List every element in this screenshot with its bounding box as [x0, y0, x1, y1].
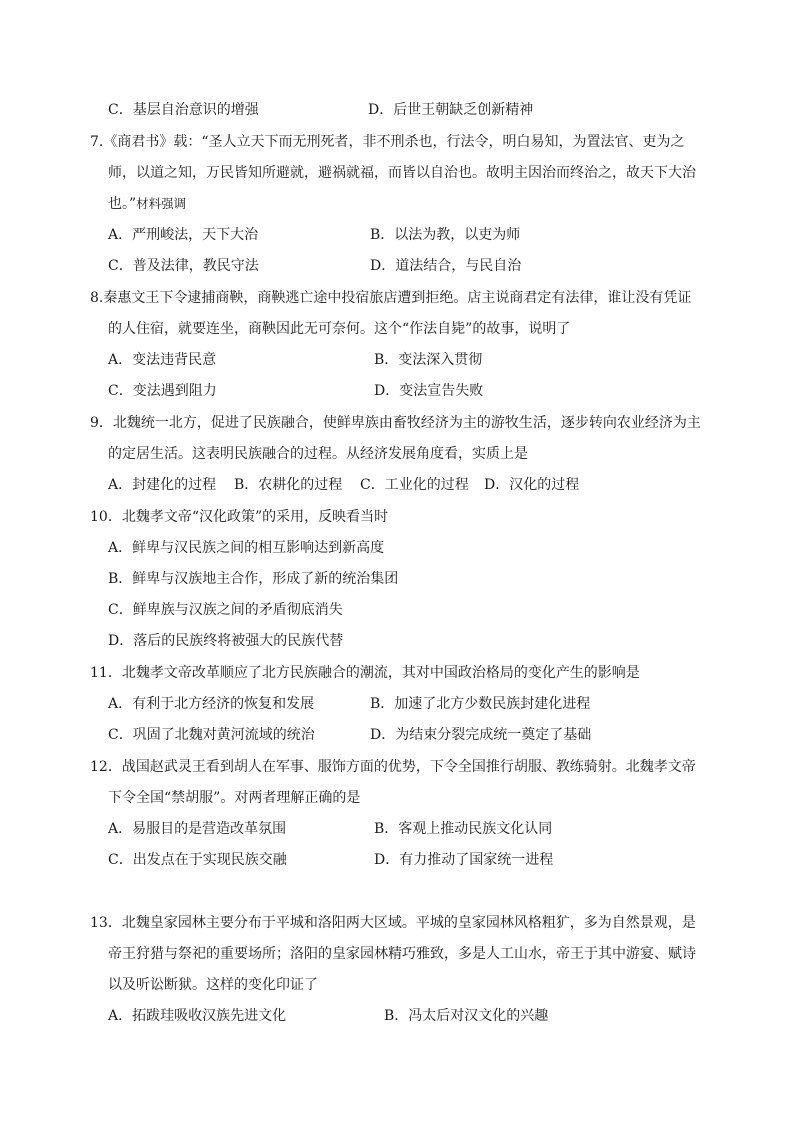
q9-option-d: D．汉化的过程 [484, 477, 580, 493]
q10-option-a: A．鲜卑与汉民族之间的相互影响达到新高度 [108, 540, 385, 556]
q12-option-a: A．易服目的是营造改革氛围 [108, 821, 287, 837]
q11-option-b: B．加速了北方少数民族封建化进程 [370, 696, 591, 712]
q13-stem-line3: 以及听讼断狱。这样的变化印证了 [108, 977, 318, 993]
q8-stem-line1: 8.秦惠文王下令逮捕商鞅，商鞅逃亡途中投宿旅店遭到拒绝。店主说商君定有法律，谁让没有凭证 [90, 290, 692, 306]
q13-stem-line2: 帝王狩猎与祭祀的重要场所；洛阳的皇家园林精巧雅致，多是人工山水，帝王于其中游宴、赋诗 [108, 946, 696, 962]
q8-stem-line2: 的人住宿，就要连坐，商鞅因此无可奈何。这个“作法自毙”的故事，说明了 [108, 321, 571, 337]
q7-stem-line1: 7.《商君书》载：“圣人立天下而无刑死者，非不刑杀也，行法令，明白易知，为置法官、吏为之 [90, 134, 685, 150]
q7-stem-quote-end: 也。” [108, 196, 137, 212]
q6-option-d: D．后世王朝缺乏创新精神 [368, 102, 534, 118]
q11-option-a: A．有利于北方经济的恢复和发展 [108, 696, 315, 712]
q7-stem-prompt: 材料强调 [136, 196, 187, 211]
q8-option-a: A．变法违背民意 [108, 352, 217, 368]
q11-stem-line1: 11．北魏孝文帝改革顺应了北方民族融合的潮流，其对中国政治格局的变化产生的影响是 [90, 665, 640, 681]
q13-stem-line1: 13．北魏皇家园林主要分布于平城和洛阳两大区域。平城的皇家园林风格粗犷，多为自然景观，是 [90, 915, 696, 931]
q12-option-c: C．出发点在于实现民族交融 [108, 852, 287, 868]
q8-option-b: B．变法深入贯彻 [374, 352, 483, 368]
q6-option-c: C．基层自治意识的增强 [108, 102, 259, 118]
q10-option-d: D．落后的民族终将被强大的民族代替 [108, 633, 344, 649]
q12-option-d: D．有力推动了国家统一进程 [374, 852, 554, 868]
q8-option-c: C．变法遇到阻力 [108, 383, 217, 399]
q7-stem-line2: 师，以道之知，万民皆知所避就，避祸就福，而皆以自治也。故明主因治而终治之，故天下大治 [108, 165, 696, 181]
q10-stem-line1: 10．北魏孝文帝“汉化政策”的采用，反映看当时 [90, 509, 389, 525]
q8-option-d: D．变法宣告失败 [374, 383, 484, 399]
q10-option-c: C．鲜卑族与汉族之间的矛盾彻底消失 [108, 602, 343, 618]
q9-stem-line2: 的定居生活。这表明民族融合的过程。从经济发展角度看，实质上是 [108, 446, 528, 462]
q7-option-c: C．普及法律，教民守法 [108, 258, 259, 274]
q9-option-a: A．封建化的过程 [108, 477, 217, 493]
q7-option-a: A．严刑峻法，天下大治 [108, 227, 259, 243]
q9-option-b: B．农耕化的过程 [234, 477, 343, 493]
q12-option-b: B．客观上推动民族文化认同 [374, 821, 553, 837]
q13-option-b: B．冯太后对汉文化的兴趣 [384, 1008, 549, 1024]
q7-option-b: B．以法为教，以吏为师 [370, 227, 521, 243]
q11-option-d: D．为结束分裂完成统一奠定了基础 [370, 727, 592, 743]
q13-option-a: A．拓跋珪吸收汉族先进文化 [108, 1008, 287, 1024]
q9-stem-line1: 9．北魏统一北方，促进了民族融合，使鲜卑族由畜牧经济为主的游牧生活，逐步转向农业经济为主 [90, 415, 701, 431]
q7-stem-line3 [108, 194, 186, 214]
q7-option-d: D．道法结合，与民自治 [370, 258, 522, 274]
q9-option-c: C．工业化的过程 [360, 477, 469, 493]
q12-stem-line2: 下令全国“禁胡服”。对两者理解正确的是 [108, 790, 361, 806]
q12-stem-line1: 12．战国赵武灵王看到胡人在军事、服饰方面的优势，下令全国推行胡服、教练骑射。北魏孝文帝 [90, 759, 696, 775]
q11-option-c: C．巩固了北魏对黄河流域的统治 [108, 727, 315, 743]
q10-option-b: B．鲜卑与汉族地主合作，形成了新的统治集团 [108, 571, 399, 587]
